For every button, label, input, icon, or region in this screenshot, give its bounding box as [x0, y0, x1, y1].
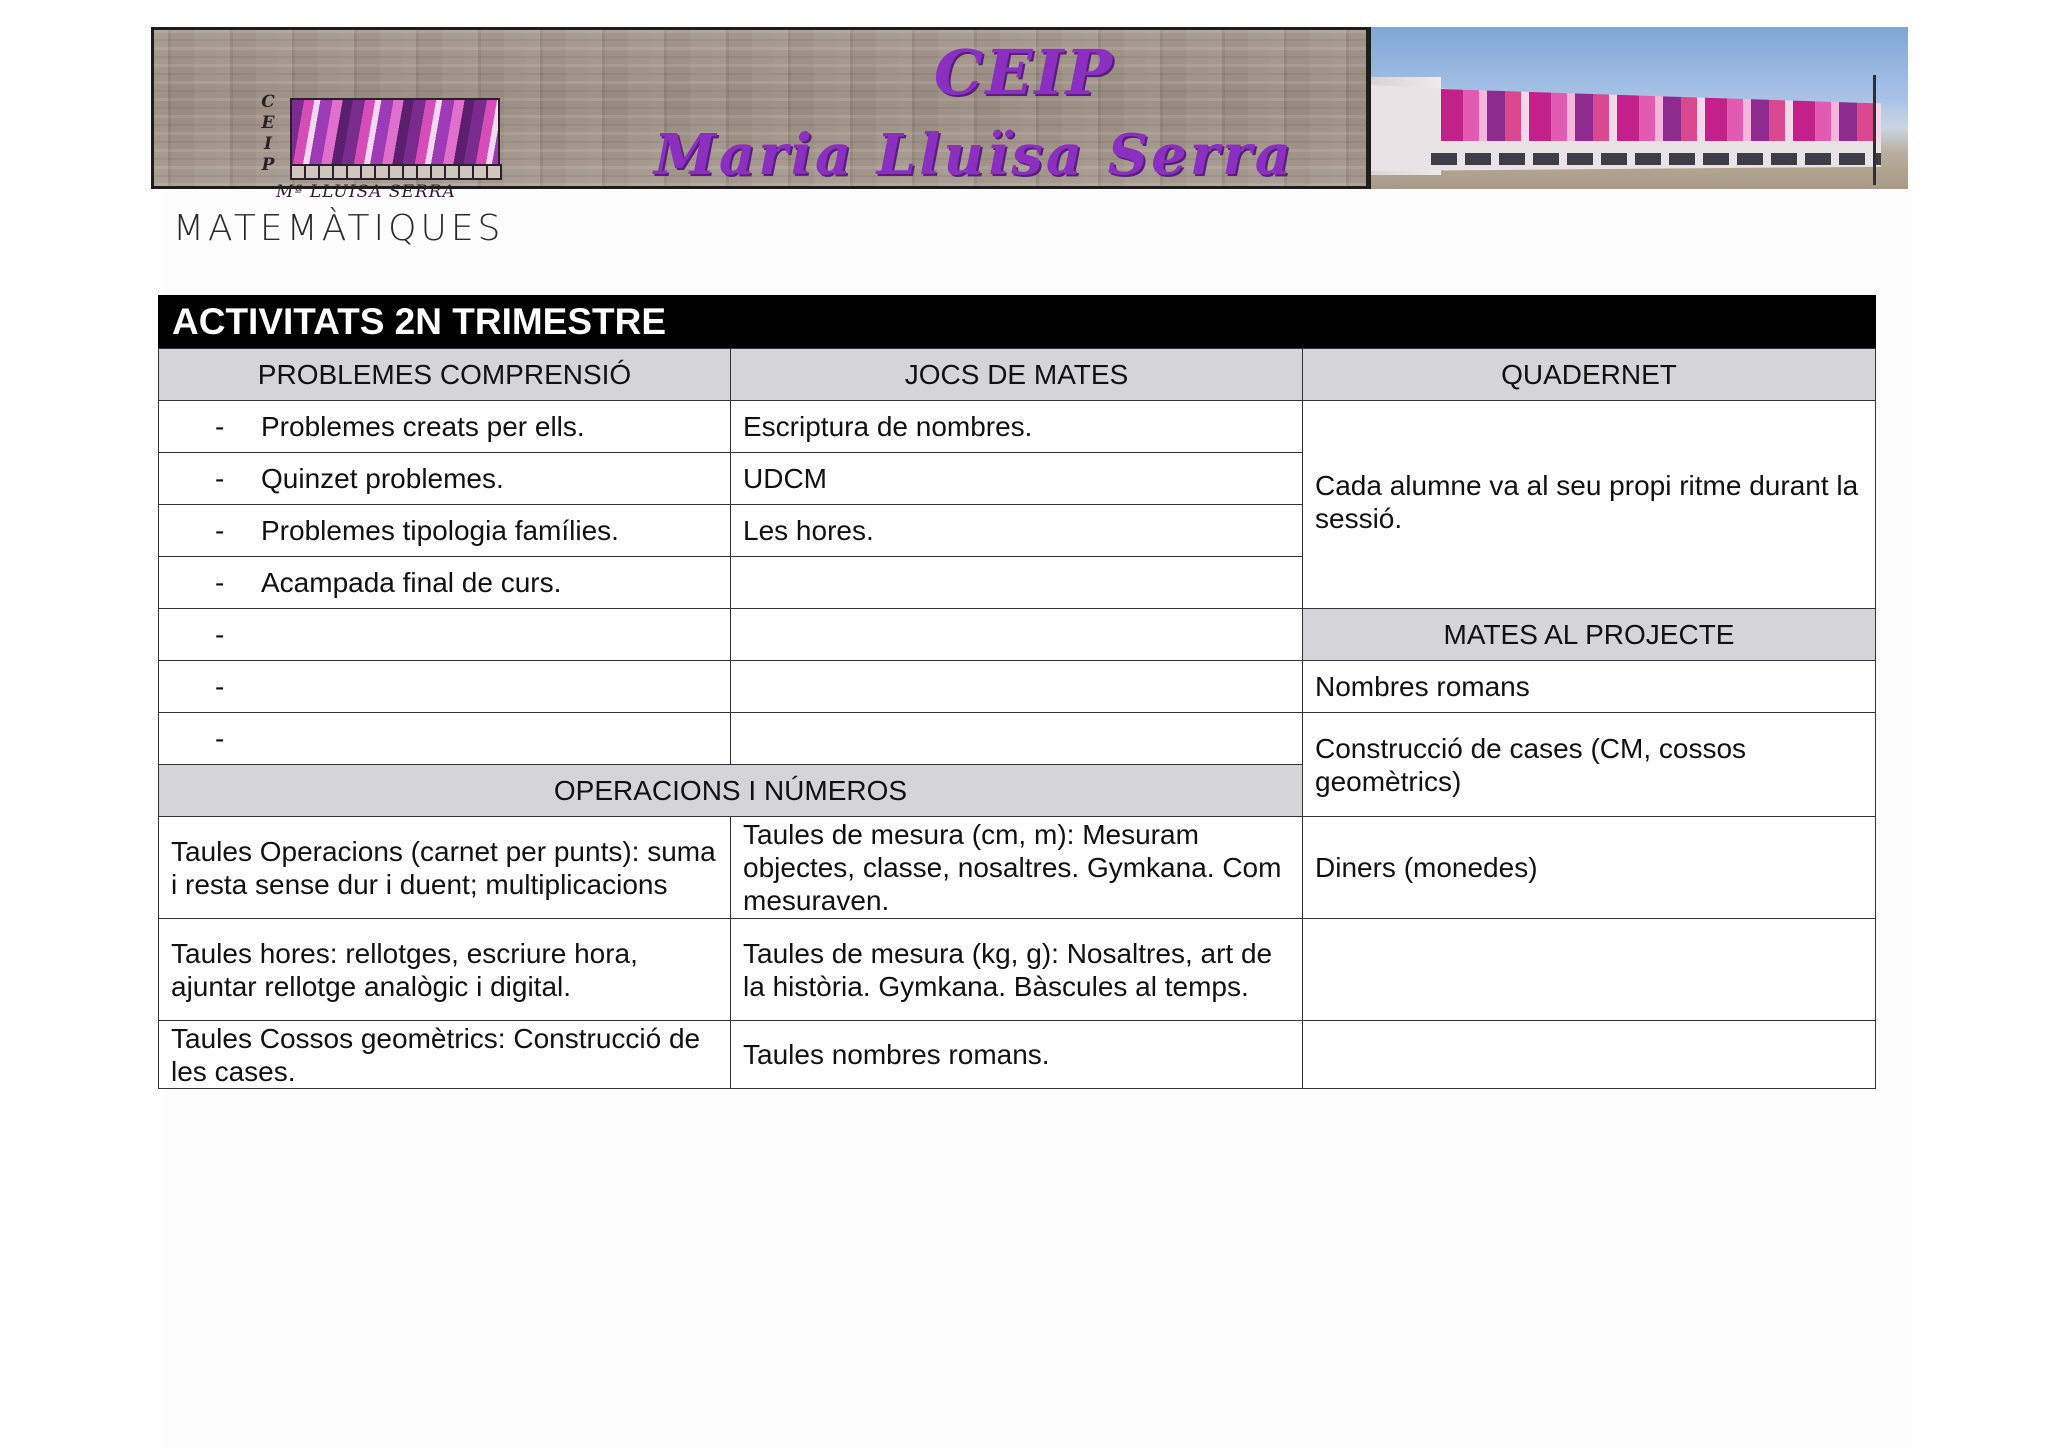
- activities-table: [158, 295, 1876, 1093]
- column-header-jocs: JOCS DE MATES: [730, 348, 1303, 401]
- table-cell: [730, 556, 1303, 609]
- logo-stripes-drawing: [290, 98, 500, 168]
- banner-stone-wall: [151, 27, 1371, 202]
- list-item: [158, 608, 731, 661]
- table-title: ACTIVITATS 2N TRIMESTRE: [158, 295, 1876, 348]
- logo-fence-drawing: [290, 164, 502, 180]
- building-illustration: [1371, 67, 1908, 175]
- bullet-dash: -: [215, 515, 225, 546]
- table-cell: [730, 660, 1303, 713]
- table-cell: Taules nombres romans.: [730, 1020, 1303, 1089]
- table-cell: [1302, 918, 1876, 1021]
- table-cell: Taules de mesura (cm, m): Mesuram objectes, classe, nosaltres. Gymkana. Com mesuraven.: [730, 816, 1303, 919]
- table-cell: [730, 608, 1303, 661]
- list-item: - Problemes tipologia famílies.: [158, 504, 731, 557]
- quadernet-cell: Cada alumne va al seu propi ritme durant la sessió.: [1302, 400, 1876, 609]
- bullet-dash: -: [215, 567, 225, 598]
- list-item: - Problemes creats per ells.: [158, 400, 731, 453]
- logo-letters: C E I P: [261, 92, 275, 175]
- table-cell: [1302, 1020, 1876, 1089]
- table-cell: Diners (monedes): [1302, 816, 1876, 919]
- list-item: - Quinzet problemes.: [158, 452, 731, 505]
- table-cell: Taules Operacions (carnet per punts): suma i resta sense dur i duent; multiplicacions: [158, 816, 731, 919]
- table-cell: Taules de mesura (kg, g): Nosaltres, art de la història. Gymkana. Bàscules al temps.: [730, 918, 1303, 1021]
- list-item: - Acampada final de curs.: [158, 556, 731, 609]
- column-header-problemes: PROBLEMES COMPRENSIÓ: [158, 348, 731, 401]
- school-logo: [202, 58, 456, 202]
- logo-name: Mª LLUISA SERRA: [276, 182, 456, 202]
- mates-projecte-header: MATES AL PROJECTE: [1302, 608, 1876, 661]
- school-name-line1: CEIP: [933, 36, 1115, 109]
- bullet-dash: -: [215, 619, 225, 650]
- bullet-dash: -: [215, 463, 225, 494]
- table-cell: Escriptura de nombres.: [730, 400, 1303, 453]
- operacions-header: OPERACIONS I NÚMEROS: [158, 764, 1303, 817]
- table-cell: [730, 712, 1303, 765]
- table-cell: Taules Cossos geomètrics: Construcció de les cases.: [158, 1020, 731, 1089]
- subject-title: MATEMÀTIQUES: [173, 208, 505, 249]
- table-cell: Taules hores: rellotges, escriure hora, ajuntar rellotge analògic i digital.: [158, 918, 731, 1021]
- column-header-quadernet: QUADERNET: [1302, 348, 1876, 401]
- table-cell: UDCM: [730, 452, 1303, 505]
- list-item: [158, 712, 731, 765]
- table-cell: Construcció de cases (CM, cossos geomètrics): [1302, 712, 1876, 817]
- list-item: [158, 660, 731, 713]
- table-cell: Nombres romans: [1302, 660, 1876, 713]
- bullet-dash: -: [215, 411, 225, 442]
- school-name-line2: Maria Lluïsa Serra: [653, 122, 1295, 188]
- table-cell: Les hores.: [730, 504, 1303, 557]
- bullet-dash: -: [215, 671, 225, 702]
- bullet-dash: -: [215, 723, 225, 754]
- school-banner: [151, 27, 1908, 202]
- school-building-photo: [1371, 27, 1908, 189]
